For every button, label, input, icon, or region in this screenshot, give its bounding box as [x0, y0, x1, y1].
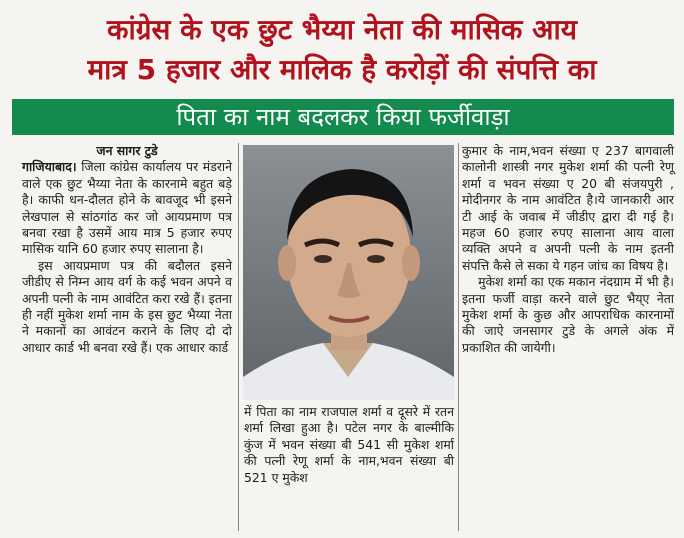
dateline: गाजियाबाद।	[22, 159, 77, 175]
paragraph-1	[22, 159, 232, 257]
paragraph-2: इस आयप्रमाण पत्र की बदौलत इसने जीडीए से निम्न आय वर्ग के कई भवन अपने व अपनी पत्नी के नाम आवंटित करा रखे हैं। इतना ही नहीं मुकेश शर्मा नाम के इस छुट भैय्या नेता ने मकानों का आवंटन कराने के लिए दो दो आधार कार्ड भी बनवा रखे हैं। एक आधार कार्ड	[22, 257, 232, 355]
headline-line-2: मात्र 5 हजार और मालिक है करोड़ों की संपत्ति का	[87, 53, 597, 86]
paragraph-3: में पिता का नाम राजपाल शर्मा व दूसरे में रतन शर्मा लिखा हुआ है। पटेल नगर के बाल्मीकि कुंज में भवन संख्या बी 541 सी मुकेश शर्मा की पत्नी रेणू शर्मा के नाम,भवन संख्या बी 521 ए मुकेश	[244, 404, 454, 485]
article-column-1	[22, 143, 232, 356]
article-column-3	[462, 143, 674, 356]
portrait-image	[243, 145, 454, 400]
portrait-photo	[243, 145, 454, 400]
subheadline-banner: पिता का नाम बदलकर किया फर्जीवाड़ा	[12, 99, 674, 135]
paragraph-1-body: जिला कांग्रेस कार्यालय पर मंडराने वाले एक छुट भैय्या नेता के कारनामे बहुत बड़े है। काफी धन-दौलत होने के बावजूद भी इसने लेखपाल से सांठगांठ कर जो आयप्रमाण पत्र बनवा रखा है उसमें आय मात्र 5 हजार रुपए मासिक यानि 60 हजार रुपए सालाना है।	[22, 159, 232, 257]
paragraph-4: कुमार के नाम,भवन संख्या ए 237 बागवाली कालोनी शास्त्री नगर मुकेश शर्मा की पत्नी रेणू शर्मा व भवन संख्या ए 20 बी संजयपुरी , मोदीनगर के नाम आवंटित है।ये जानकारी आर टी आई के जवाब में जीडीए द्वारा दी गई है। महज 60 हजार रुपए सालाना आय वाला व्यक्ति अपने व अपनी पत्नी के नाम इतनी संपत्ति कैसे ले सका ये गहन जांच का विषय है।	[462, 143, 674, 273]
headline-line-1: कांग्रेस के एक छुट भैय्या नेता की मासिक आय	[106, 13, 578, 46]
column-divider-2	[458, 143, 459, 531]
column-divider-1	[238, 143, 239, 531]
paragraph-5: मुकेश शर्मा का एक मकान नंदग्राम में भी है। इतना फर्जी वाड़ा करने वाले छुट भैय्ए नेता मुकेश शर्मा के कुछ और आपराधिक कारनामों की जाऐ जनसागर टुडे के अगले अंक में प्रकाशित की जायेगी।	[462, 274, 674, 355]
byline: जन सागर टुडे	[96, 143, 158, 158]
article-column-2	[244, 404, 454, 486]
